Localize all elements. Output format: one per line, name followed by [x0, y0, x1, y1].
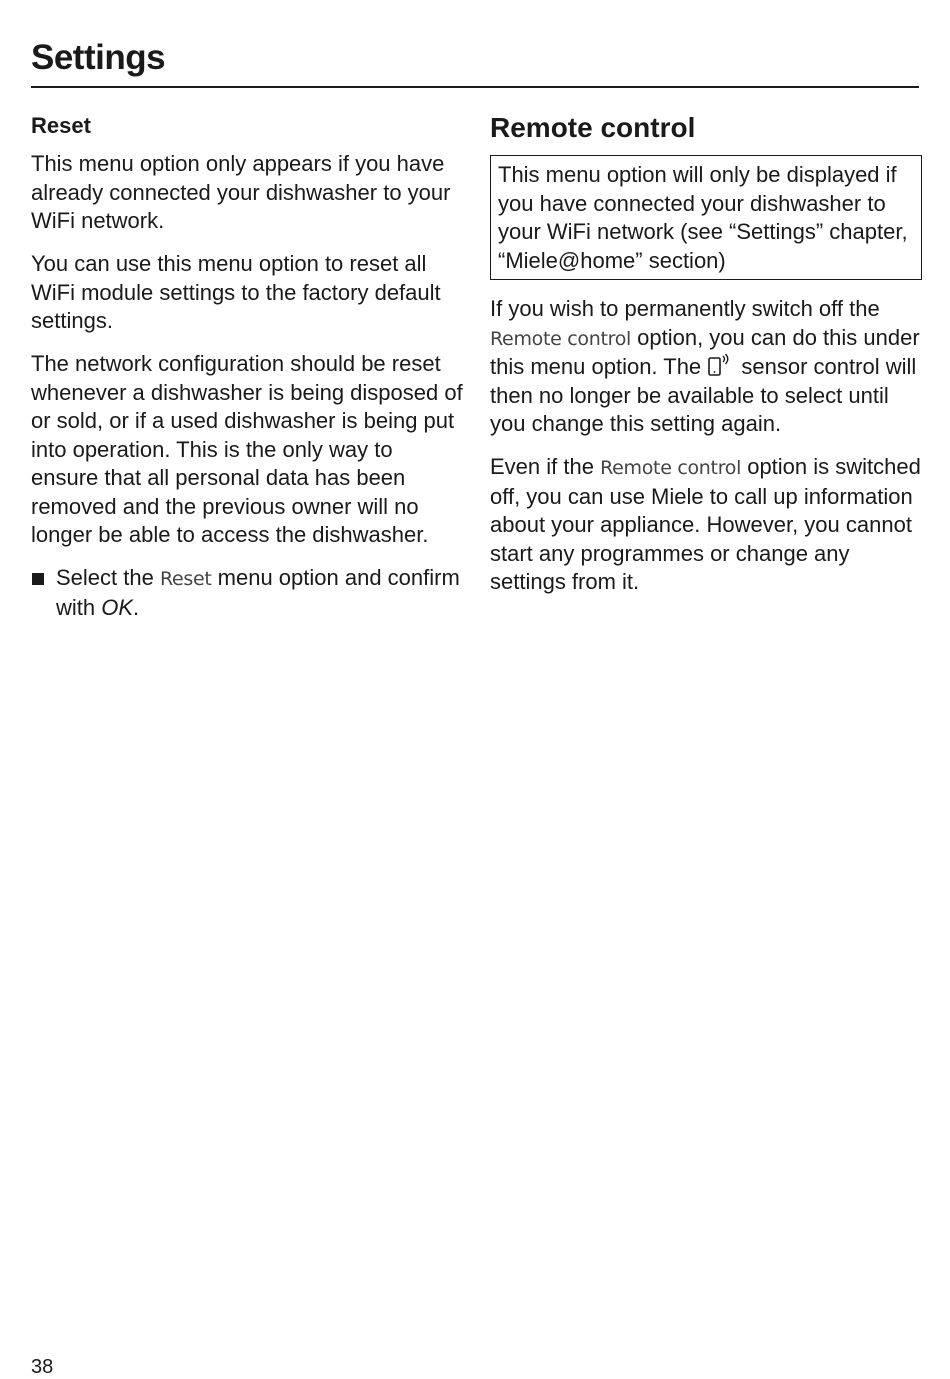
- menu-term-remote-control-2: Remote control: [600, 457, 742, 479]
- remote-control-column: [490, 112, 922, 611]
- bullet-square-icon: [32, 573, 44, 585]
- remote-p2-post: option is switched off, you can use Miele to call up information about your appliance. However, you cannot start any programmes or change any settings from it.: [490, 454, 921, 594]
- reset-paragraph-1: This menu option only appears if you have already connected your dishwasher to your WiFi network.: [31, 151, 451, 233]
- instruction-mid: menu option and confirm with: [56, 565, 460, 620]
- remote-paragraph-2: [490, 453, 922, 597]
- ok-term: OK: [101, 594, 134, 620]
- menu-term-remote-control: Remote control: [490, 327, 632, 350]
- reset-heading: Reset: [31, 113, 91, 138]
- remote-p1-post: sensor control will then no longer be available to select until you change this setting again.: [490, 354, 917, 436]
- page-title: Settings: [31, 38, 166, 77]
- reset-paragraph-3: The network configuration should be reset whenever a dishwasher is being disposed of or sold, or if a used dishwasher is being put into operation. This is the only way to ensure that all personal data has been removed and the previous owner will no longer be able to access the dishwasher.: [31, 351, 463, 547]
- reset-instruction-text: [56, 564, 463, 622]
- menu-term-reset: Reset: [159, 568, 212, 590]
- title-divider: [31, 86, 919, 88]
- remote-control-sensor-icon: [707, 353, 731, 377]
- instruction-post: .: [133, 594, 140, 620]
- remote-control-note: This menu option will only be displayed if you have connected your dishwasher to your WiFi network (see “Settings” chapter, “Miele@home” section): [490, 155, 922, 280]
- remote-control-heading: Remote control: [490, 112, 696, 143]
- remote-p1-pre: If you wish to permanently switch off the: [490, 296, 880, 321]
- reset-column: [31, 112, 463, 622]
- instruction-pre: Select the: [56, 565, 160, 590]
- remote-p2-pre: Even if the: [490, 454, 601, 479]
- remote-p1-mid: option, you can do this under this menu option. The: [490, 324, 920, 379]
- remote-paragraph-1: [490, 295, 922, 439]
- reset-instruction: [31, 564, 463, 622]
- reset-paragraph-2: You can use this menu option to reset all WiFi module settings to the factory default settings.: [31, 251, 441, 333]
- page-number: 38: [31, 1356, 54, 1378]
